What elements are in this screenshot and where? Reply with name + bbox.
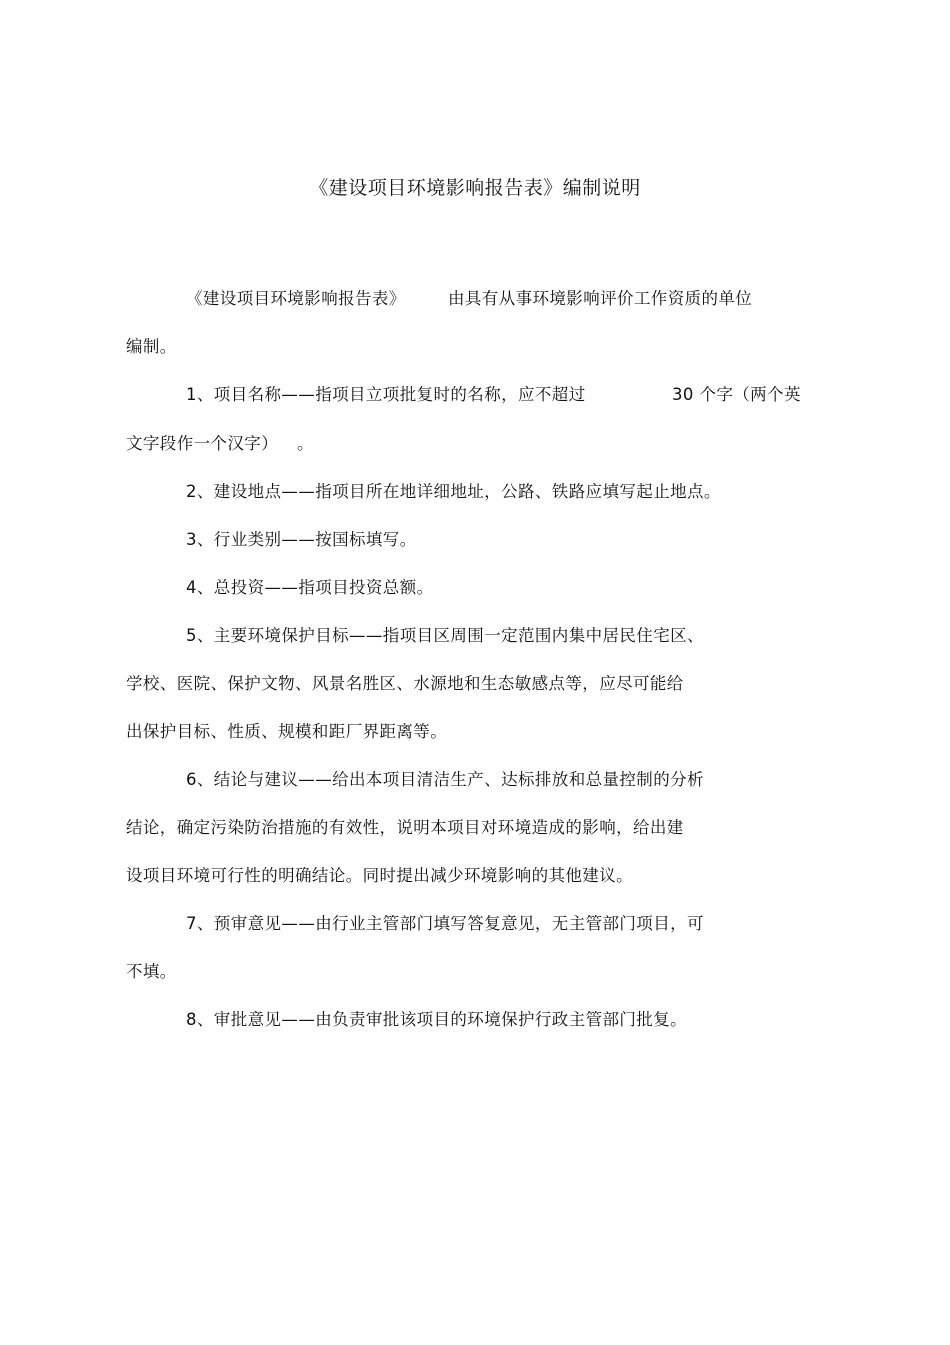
intro-text-part2: 由具有从事环境影响评价工作资质的单位 [448,289,753,308]
item-5-line3: 出保护目标、性质、规模和距厂界距离等。 [126,722,448,741]
item-6-line3: 设项目环境可行性的明确结论。同时提出减少环境影响的其他建议。 [126,866,633,885]
item-6-line1: 6、结论与建议——给出本项目清洁生产、达标排放和总量控制的分析 [186,770,704,789]
item-1-line1a: 1、项目名称——指项目立项批复时的名称，应不超过 [186,385,586,404]
item-1-line1b: 30 个字（两个英 [672,385,801,404]
intro-text-part3: 编制。 [126,337,177,356]
document-title: 《建设项目环境影响报告表》编制说明 [309,177,641,199]
item-1-line2a: 文字段作一个汉字） [126,434,279,453]
item-3-line1: 3、行业类别——按国标填写。 [186,530,417,549]
item-4-line1: 4、总投资——指项目投资总额。 [186,578,434,597]
item-8-line1: 8、审批意见——由负责审批该项目的环境保护行政主管部门批复。 [186,1010,687,1029]
item-5-line2: 学校、医院、保护文物、风景名胜区、水源地和生态敏感点等，应尽可能给 [126,674,684,693]
intro-text-part1: 《建设项目环境影响报告表》 [186,289,406,308]
item-6-line2: 结论，确定污染防治措施的有效性，说明本项目对环境造成的影响，给出建 [126,818,684,837]
item-7-line2: 不填。 [126,962,177,981]
item-7-line1: 7、预审意见——由行业主管部门填写答复意见，无主管部门项目，可 [186,914,704,933]
item-5-line1: 5、主要环境保护目标——指项目区周围一定范围内集中居民住宅区、 [186,626,704,645]
item-2-line1: 2、建设地点——指项目所在地详细地址，公路、铁路应填写起止地点。 [186,482,721,501]
item-1-line2b: 。 [297,434,314,453]
